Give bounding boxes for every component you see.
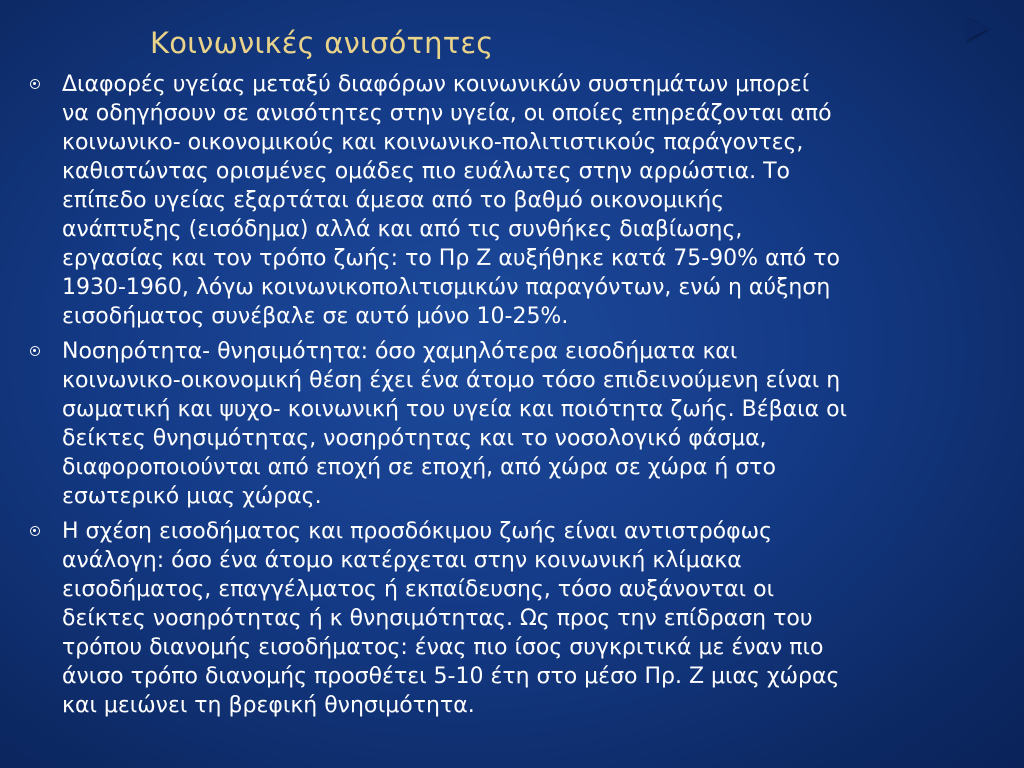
text-line: Η σχέση εισοδήματος και προσδόκιμου ζωής είναι αντιστρόφως — [62, 519, 772, 544]
text-line: καθιστώντας ορισμένες ομάδες πιο ευάλωτες στην αρρώστια. Το — [62, 159, 790, 184]
text-line: κοινωνικο-οικονομική θέση έχει ένα άτομο τόσο επιδεινούμενη είναι η — [62, 368, 841, 393]
text-line: τρόπου διανομής εισοδήματος: ένας πιο ίσος συγκριτικά με έναν πιο — [62, 635, 824, 660]
text-line: δείκτες νοσηρότητας ή κ θνησιμότητας. Ως προς την επίδραση του — [62, 606, 813, 631]
bullet-icon — [30, 526, 40, 536]
text-line: εισοδήματος, επαγγέλματος ή εκπαίδευσης, τόσο αυξάνονται οι — [62, 577, 775, 602]
text-line: και μειώνει τη βρεφική θνησιμότητα. — [62, 693, 475, 718]
text-line: ανάλογη: όσο ένα άτομο κατέρχεται στην κοινωνική κλίμακα — [62, 548, 742, 573]
text-line: ανάπτυξης (εισόδημα) αλλά και από τις συνθήκες διαβίωσης, — [62, 217, 743, 242]
bullet-item — [22, 70, 1012, 331]
text-line: δείκτες θνησιμότητας, νοσηρότητας και το νοσολογικό φάσμα, — [62, 426, 767, 451]
slide-content — [22, 70, 1012, 726]
text-line: επίπεδο υγείας εξαρτάται άμεσα από το βαθμό οικονομικής — [62, 188, 725, 213]
text-line: να οδηγήσουν σε ανισότητες στην υγεία, οι οποίες επηρεάζονται από — [62, 101, 832, 126]
bullet-item — [22, 337, 1012, 511]
bullet-item — [22, 517, 1012, 720]
text-line: σωματική και ψυχο- κοινωνική του υγεία και ποιότητα ζωής. Βέβαια οι — [62, 397, 847, 422]
text-line: εργασίας και τον τρόπο ζωής: το Πρ Ζ αυξήθηκε κατά 75-90% από το — [62, 246, 840, 271]
text-line: Διαφορές υγείας μεταξύ διαφόρων κοινωνικών συστημάτων μπορεί — [62, 72, 810, 97]
slide-title: Κοινωνικές ανισότητες — [150, 26, 494, 60]
text-line: εισοδήματος συνέβαλε σε αυτό μόνο 10-25%. — [62, 304, 569, 329]
arrow-right-icon[interactable] — [966, 17, 988, 41]
bullet-icon — [30, 79, 40, 89]
text-line: εσωτερικό μιας χώρας. — [62, 484, 322, 509]
bullet-icon — [30, 346, 40, 356]
text-line: κοινωνικο- οικονομικούς και κοινωνικο-πολιτιστικούς παράγοντες, — [62, 130, 804, 155]
text-line: άνισο τρόπο διανομής προσθέτει 5-10 έτη στο μέσο Πρ. Ζ μιας χώρας — [62, 664, 840, 689]
text-line: διαφοροποιούνται από εποχή σε εποχή, από χώρα σε χώρα ή στο — [62, 455, 776, 480]
text-line: 1930-1960, λόγω κοινωνικοπολιτισμικών παραγόντων, ενώ η αύξηση — [62, 275, 831, 300]
text-line: Νοσηρότητα- θνησιμότητα: όσο χαμηλότερα εισοδήματα και — [62, 339, 738, 364]
